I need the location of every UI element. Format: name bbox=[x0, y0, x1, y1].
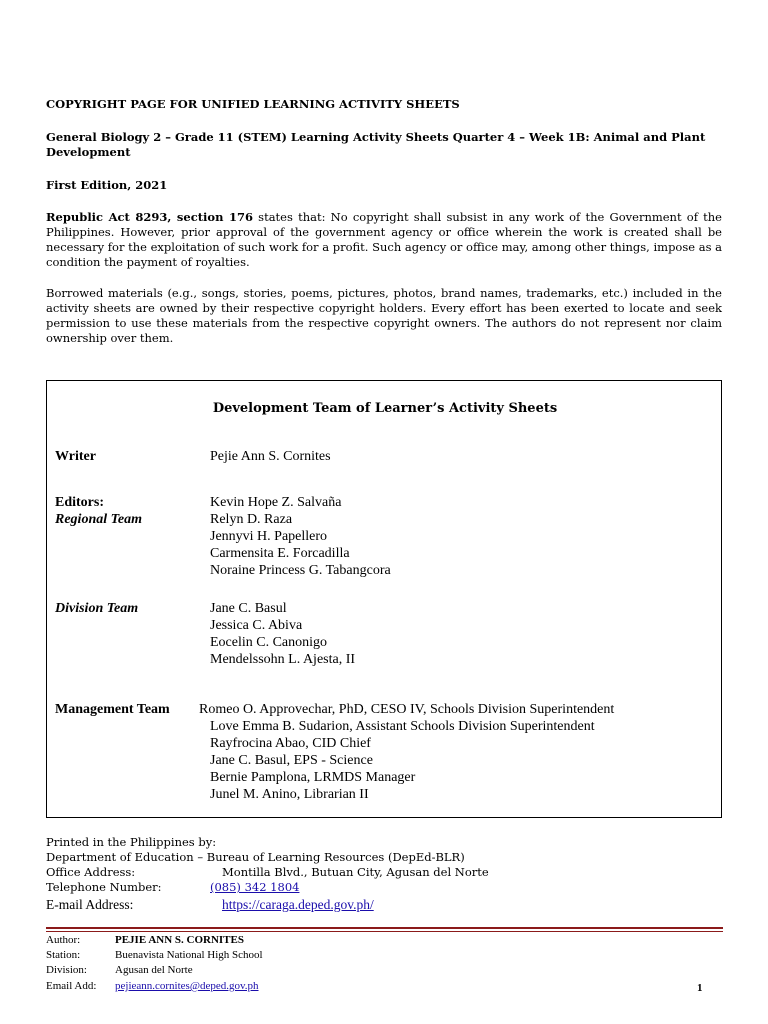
regional-member: Noraine Princess G. Tabangcora bbox=[210, 563, 391, 578]
team-title: Development Team of Learner’s Activity Sheets bbox=[212, 401, 558, 416]
republic-act-citation: Republic Act 8293, section 176 bbox=[46, 210, 253, 224]
printed-line-2: Department of Education – Bureau of Learning Resources (DepEd-BLR) bbox=[46, 850, 465, 864]
printed-line-1: Printed in the Philippines by: bbox=[46, 835, 217, 849]
footer-author-label: Author: bbox=[46, 934, 81, 946]
management-lead: Romeo O. Approvechar, PhD, CESO IV, Schools Division Superintendent bbox=[199, 702, 615, 717]
telephone-label: Telephone Number: bbox=[46, 880, 162, 894]
regional-member: Relyn D. Raza bbox=[210, 512, 293, 527]
management-member: Rayfrocina Abao, CID Chief bbox=[210, 736, 371, 751]
editors-label: Editors: bbox=[55, 495, 104, 510]
division-team-list bbox=[210, 600, 355, 668]
footer-divider-thin bbox=[46, 931, 723, 932]
email-website-link[interactable]: https://caraga.deped.gov.ph/ bbox=[222, 897, 374, 912]
subtitle: General Biology 2 – Grade 11 (STEM) Learning Activity Sheets Quarter 4 – Week 1B: Animal and Plant Development bbox=[46, 130, 706, 159]
management-member: Love Emma B. Sudarion, Assistant Schools Division Superintendent bbox=[210, 719, 595, 734]
management-team-label: Management Team bbox=[55, 702, 170, 717]
footer-author: PEJIE ANN S. CORNITES bbox=[115, 934, 244, 946]
development-team-box bbox=[46, 380, 722, 818]
republic-act-paragraph bbox=[46, 210, 722, 270]
division-member: Jane C. Basul bbox=[210, 601, 287, 616]
writer-label: Writer bbox=[55, 449, 96, 464]
regional-team-list bbox=[210, 494, 391, 579]
regional-member: Kevin Hope Z. Salvaña bbox=[210, 495, 342, 510]
footer-email-label: Email Add: bbox=[46, 980, 97, 992]
division-member: Eocelin C. Canonigo bbox=[210, 635, 328, 650]
footer-divider bbox=[46, 927, 723, 929]
republic-act-text: states that: No copyright shall subsist in any work of the Government of the Philippines. However, prior approval of the government agency or office wherein the work is created shall be necessary for the exploitation of such work for a profit. Such agency or office may, among other things, impose as a condition the payment of royalties. bbox=[46, 210, 722, 269]
borrowed-materials-paragraph: Borrowed materials (e.g., songs, stories, poems, pictures, photos, brand names, trademarks, etc.) included in the activity sheets are owned by their respective copyright holders. Every effort has been exerted to locate and seek permission to use these materials from the respective copyright owners. The authors do not represent nor claim ownership over them. bbox=[46, 286, 722, 345]
division-member: Mendelssohn L. Ajesta, II bbox=[210, 652, 356, 667]
management-team-list bbox=[210, 718, 595, 803]
regional-member: Carmensita E. Forcadilla bbox=[210, 546, 350, 561]
office-address-label: Office Address: bbox=[46, 865, 136, 879]
writer-name: Pejie Ann S. Cornites bbox=[210, 449, 331, 464]
footer-station: Buenavista National High School bbox=[115, 949, 263, 961]
page-number: 1 bbox=[697, 982, 703, 994]
page-heading: COPYRIGHT PAGE FOR UNIFIED LEARNING ACTIVITY SHEETS bbox=[46, 97, 460, 111]
management-member: Bernie Pamplona, LRMDS Manager bbox=[210, 770, 416, 785]
office-address: Montilla Blvd., Butuan City, Agusan del Norte bbox=[222, 865, 489, 879]
edition: First Edition, 2021 bbox=[46, 178, 168, 192]
footer-email-link[interactable]: pejieann.cornites@deped.gov.ph bbox=[115, 980, 259, 992]
division-team-label: Division Team bbox=[55, 601, 139, 616]
regional-member: Jennyvi H. Papellero bbox=[210, 529, 328, 544]
telephone-link[interactable]: (085) 342 1804 bbox=[210, 880, 300, 894]
footer-division: Agusan del Norte bbox=[115, 964, 193, 976]
management-member: Jane C. Basul, EPS - Science bbox=[210, 753, 373, 768]
footer-station-label: Station: bbox=[46, 949, 81, 961]
regional-team-label: Regional Team bbox=[55, 512, 142, 527]
footer-division-label: Division: bbox=[46, 964, 87, 976]
email-label: E-mail Address: bbox=[46, 897, 134, 912]
division-member: Jessica C. Abiva bbox=[210, 618, 303, 633]
management-member: Junel M. Anino, Librarian II bbox=[210, 787, 369, 802]
